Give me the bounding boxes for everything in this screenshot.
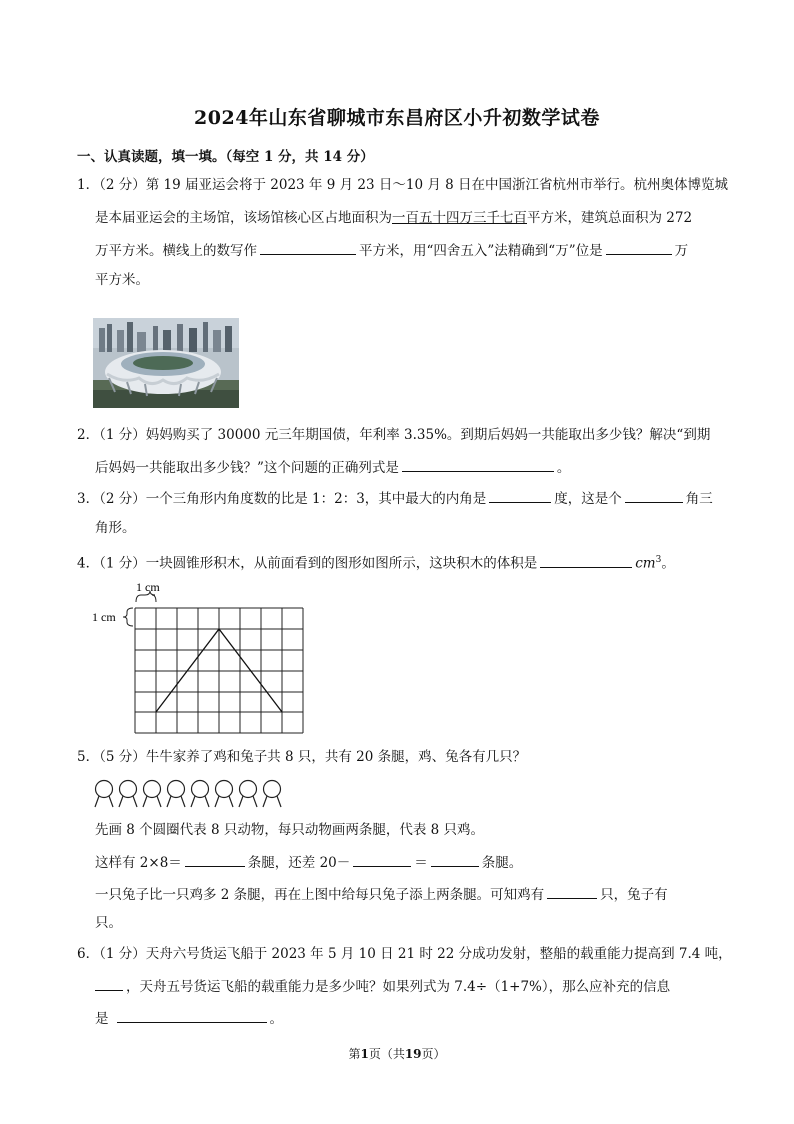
animal-circle — [120, 781, 137, 798]
total-pages: 19 — [404, 1047, 422, 1061]
q4-unit: cm — [635, 555, 656, 572]
q5-text: ＝ — [414, 855, 428, 871]
section-heading: 一、认真读题，填一填。（每空 1 分，共 14 分） — [77, 149, 374, 165]
square-grid — [135, 608, 303, 733]
animal-circle — [240, 781, 257, 798]
q2-line1: 2．（1 分）妈妈购买了 30000 元三年期国债，年利率 3.35%。到期后妈妈一共能取出多少钱？解决“到期 — [77, 427, 711, 443]
footer-text: 页（共 — [368, 1047, 405, 1061]
answer-blank[interactable] — [353, 852, 411, 867]
answer-blank[interactable] — [625, 488, 683, 503]
footer-text: 页） — [421, 1047, 446, 1061]
q2-line2 — [95, 457, 570, 477]
q1-text: 是本届亚运会的主场馆，该场馆核心区占地面积为 — [95, 210, 392, 226]
brace-left — [123, 608, 133, 626]
q4-line1 — [77, 551, 675, 573]
animal-circle — [192, 781, 209, 798]
q5-text: 这样有 2×8＝ — [95, 855, 182, 871]
q5-line3 — [95, 852, 522, 872]
answer-blank[interactable] — [606, 240, 672, 255]
page-footer — [0, 1045, 794, 1062]
animal-circle — [216, 781, 233, 798]
answer-blank[interactable] — [185, 852, 245, 867]
eight-circles-drawing — [92, 779, 292, 809]
page-number: 1 — [360, 1047, 369, 1061]
q4-unit-exponent: 3 — [655, 555, 662, 565]
footer-text: 第 — [348, 1047, 361, 1061]
q2-text: 。 — [556, 460, 571, 476]
animal-circle — [96, 781, 113, 798]
q3-text: 度，这是个 — [554, 491, 622, 507]
q5-text: 条腿，还差 20－ — [247, 855, 351, 871]
q1-line1: 1．（2 分）第 19 届亚运会将于 2023 年 9 月 23 日～10 月 8 日在中国浙江省杭州市举行。杭州奥体博览城 — [77, 177, 728, 193]
q6-text: 。 — [269, 1011, 283, 1027]
animal-circle — [264, 781, 281, 798]
q1-text: 万平方米。横线上的数写作 — [95, 243, 257, 259]
q5-line2: 先画 8 个圆圈代表 8 只动物，每只动物画两条腿，代表 8 只鸡。 — [95, 822, 485, 838]
answer-blank[interactable] — [489, 488, 551, 503]
q1-text: 万 — [674, 243, 689, 259]
q1-line2 — [95, 209, 692, 227]
stadium-photo — [93, 318, 239, 408]
q6-line1: 6．（1 分）天舟六号货运飞船于 2023 年 5 月 10 日 21 时 22 分成功发射，整船的载重能力提高到 7.4 吨， — [77, 946, 732, 962]
q1-text: 平方米，用“四舍五入”法精确到“万”位是 — [359, 243, 603, 259]
q6-line2 — [95, 976, 670, 996]
grid-label-left: 1 cm — [92, 610, 116, 624]
cone-front-view-grid — [90, 578, 310, 738]
q6-text: 是 — [95, 1011, 109, 1027]
q6-line3 — [95, 1008, 283, 1028]
q3-text: 3．（2 分）一个三角形内角度数的比是 1：2：3，其中最大的内角是 — [77, 491, 487, 507]
q2-text: 后妈妈一共能取出多少钱？”这个问题的正确列式是 — [95, 460, 399, 476]
q5-line4 — [95, 884, 668, 904]
q5-text: 条腿。 — [481, 855, 523, 871]
q1-line4: 平方米。 — [95, 272, 149, 288]
grid-label-top: 1 cm — [136, 580, 160, 594]
q3-text: 角三 — [685, 491, 713, 507]
answer-blank[interactable] — [402, 457, 554, 472]
q4-text: 4．（1 分）一块圆锥形积木，从前面看到的图形如图所示，这块积木的体积是 — [77, 555, 538, 572]
q3-line2: 角形。 — [95, 520, 136, 536]
answer-blank[interactable] — [547, 884, 597, 899]
answer-blank[interactable] — [431, 852, 479, 867]
q5-line5: 只。 — [95, 915, 122, 931]
q5-line1: 5．（5 分）牛牛家养了鸡和兔子共 8 只，共有 20 条腿，鸡、兔各有几只？ — [77, 749, 527, 765]
answer-blank[interactable] — [540, 553, 632, 568]
q1-text: 平方米，建筑总面积为 272 — [527, 210, 693, 226]
q4-text: 。 — [661, 555, 675, 572]
q5-text: 只，兔子有 — [600, 887, 668, 903]
q6-text: ，天舟五号货运飞船的载重能力是多少吨？如果列式为 7.4÷（1+7%），那么应补充的信息 — [126, 979, 671, 995]
q1-line3 — [95, 240, 688, 260]
answer-blank[interactable] — [117, 1008, 267, 1023]
q3-line1 — [77, 488, 713, 508]
animal-legs — [95, 796, 281, 807]
answer-blank[interactable] — [95, 976, 123, 991]
page-title: 2024年山东省聊城市东昌府区小升初数学试卷 — [194, 107, 600, 129]
q5-text: 一只兔子比一只鸡多 2 条腿，再在上图中给每只兔子添上两条腿。可知鸡有 — [95, 887, 545, 903]
animal-circle — [144, 781, 161, 798]
answer-blank[interactable] — [260, 240, 356, 255]
q1-underlined-number: 一百五十四万三千七百 — [392, 210, 527, 226]
animal-circle — [168, 781, 185, 798]
